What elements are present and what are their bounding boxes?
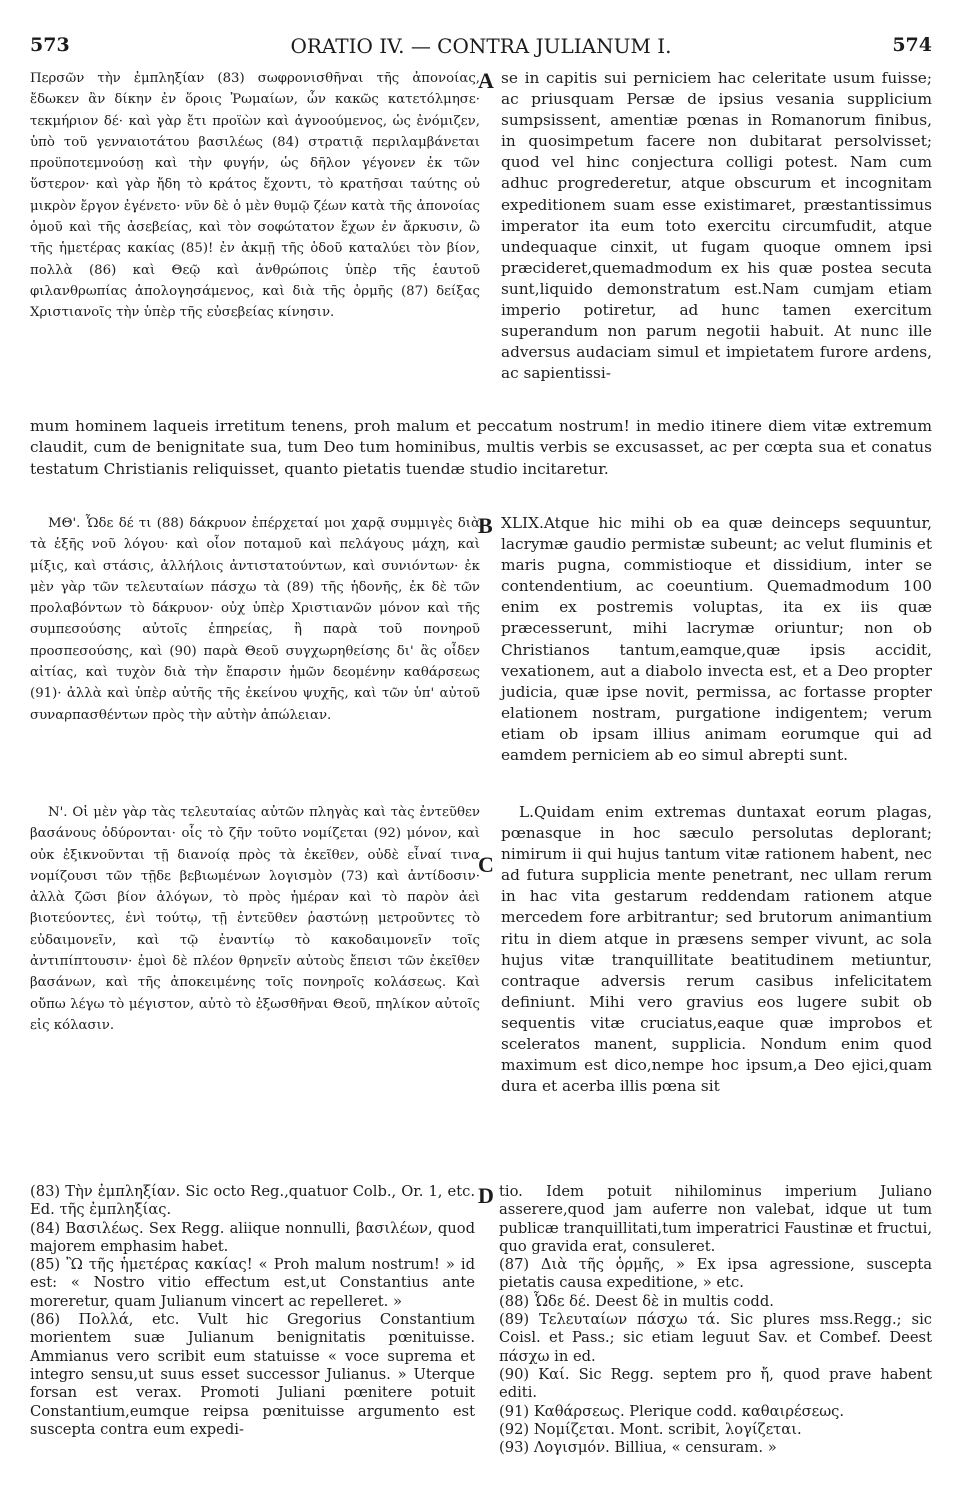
- margin-marker-d: D: [478, 1183, 494, 1208]
- footnote: (88) Ὧδε δέ. Deest δὲ in multis codd.: [499, 1292, 774, 1310]
- greek-column-section-50: [30, 802, 480, 1036]
- footnotes-left: [30, 1183, 475, 1439]
- greek-paragraph-49: ΜΘ'. Ὧδε δέ τι (88) δάκρυον ἐπέρχεταί μοι χαρᾷ συμμιγὲς διὰ τὰ ἑξῆς νοῦ λόγου· καὶ οἷον ποταμοῦ καὶ πελάγους μάχη, καὶ μίξις, καὶ στάσις, ἀλλήλοις ἀντιστατούντων, καὶ συνιόντων· ἐκ μὲν γὰρ τῶν τελευταίων πάσχω τὰ (89) τῆς ἡδονῆς, ἐκ δὲ τῶν προλαβόντων τὸ δάκρυον· οὐχ ὑπὲρ Χριστιανῶν μόνον καὶ τῆς συμπεσούσης αὐτοῖς ἐπηρείας, ἢ παρὰ τοῦ πονηροῦ προσπεσούσης, καὶ (90) παρὰ Θεοῦ συγχωρηθείσης δι' ἃς οἶδεν αἰτίας, καὶ τυχὸν διὰ τὴν ἔπαρσιν ἡμῶν δεομένην καθάρσεως (91)· ἀλλὰ καὶ ὑπὲρ αὐτῆς τῆς ἐκείνου ψυχῆς, καὶ τῶν ὑπ' αὐτοῦ συναρπασθέντων πρὸς τὴν αὐτὴν ἀπώλειαν.: [30, 516, 480, 723]
- footnote: (83) Τὴν ἐμπληξίαν. Sic octo Reg.,quatuor Colb., Or. 1, etc. Ed. τῆς ἐμπληξίας.: [30, 1183, 475, 1219]
- footnote: (93) Λογισμόν. Billiua, « censuram. »: [499, 1439, 777, 1457]
- greek-column-section-1: [30, 68, 480, 418]
- document-page: [30, 0, 932, 1501]
- greek-column-section-49: [30, 513, 480, 726]
- latin-full-width-paragraph: mum hominem laqueis irretitum tenens, proh malum et peccatum nostrum! in medio itinere diem vitæ extremum claudit, cum de benignitate sua, tum Deo tum hominibus, multis verbis se excusasset, ac per cœpta sua et conatus testatum Christianis reliquisset, quanto pietatis tuendæ studio incitaretur.: [30, 417, 932, 478]
- greek-paragraph: Περσῶν τὴν ἐμπληξίαν (83) σωφρονισθῆναι τῆς ἀπονοίας, ἔδωκεν ἂν δίκην ἐν ὅροις Ῥωμαίων, ὧν κακῶς κατετόλμησε· τεκμήριον δέ· καὶ γὰρ ἔτι προϊὼν καὶ ἀγνοούμενος, ὡς ἐνόμιζεν, ὑπὸ τοῦ γενναιοτάτου βασιλέως (84) στρατιᾷ περιλαμβάνεται προϋποτεμνούσῃ καὶ τὴν φυγήν, ὡς δῆλον γέγονεν ἐκ τῶν ὕστερον· καὶ γὰρ ἤδη τὸ κράτος ἔχοντι, τὸ κρατῆσαι ταύτης οὐ μικρὸν ἔργον ἐγένετο· νῦν δὲ ὁ μὲν θυμῷ ζέων κατὰ τῆς ἀπονοίας ὁμοῦ καὶ τῆς ἀσεβείας, καὶ τὸν σοφώτατον ἔχων ἐν ἄρκυσιν, ὢ τῆς ἡμετέρας κακίας (85)! ἐν ἀκμῇ τῆς ὁδοῦ καταλύει τὸν βίον, πολλὰ (86) καὶ Θεῷ καὶ ἀνθρώποις ὑπὲρ τῆς ἑαυτοῦ φιλανθρωπίας ἀπολογησάμενος, καὶ διὰ τῆς ὁρμῆς (87) δείξας Χριστιανοῖς τὴν ὑπὲρ τῆς εὐσεβείας κίνησιν.: [30, 71, 480, 321]
- page-number-right: 574: [892, 34, 932, 56]
- footnote: tio. Idem potuit nihilominus imperium Juliano asserere,quod jam auferre non valebat, idque ut tum publicæ tranquillitati,tum imperatrici Faustinæ et fructui, quo gravida erat, consuleret.: [499, 1183, 932, 1255]
- margin-marker-c: C: [478, 852, 494, 877]
- latin-paragraph: se in capitis sui perniciem hac celeritate usum fuisse; ac priusquam Persæ de ipsius vesania supplicium sumpsissent, amentiæ pœnas in Romanorum finibus, in quosimpetum facere non dubitarat persolvisset; quod vel hinc conjectura colligi potest. Nam cum adhuc progrederetur, atque obscurum et incognitam expeditionem suam esse existimaret, præstantissimus imperator ita eum toto exercitu circumfudit, atque undequaque cinxit, ut fugam quoque omnem ipsi præcideret,quemadmodum ex his quæ postea secuta sunt,liquido demonstratum est.Nam cumjam etiam imperio potiretur, ad hunc tamen exercitum superandum non parum negotii habuit. At nunc ille adversus audaciam simul et impietatem furore ardens, ac sapientissi-: [501, 69, 932, 383]
- footnote: (85) Ὢ τῆς ἡμετέρας κακίας! « Proh malum nostrum! » id est: « Nostro vitio effectum est,ut Constantius ante moreretur, quam Julianum vincert ac repelleret. »: [30, 1256, 475, 1310]
- footnote: (87) Διὰ τῆς ὁρμῆς, » Ex ipsa agressione, suscepta pietatis causa expeditione, » etc.: [499, 1256, 932, 1292]
- footnote: (91) Καθάρσεως. Plerique codd. καθαιρέσεως.: [499, 1402, 845, 1420]
- latin-column-section-50: [501, 802, 932, 1097]
- running-title: ORATIO IV. — CONTRA JULIANUM I.: [290, 34, 672, 58]
- page-number-left: 573: [30, 34, 70, 56]
- latin-column-section-49: [501, 513, 932, 766]
- footnote: (86) Πολλά, etc. Vult hic Gregorius Constantium morientem suæ Julianum benignitatis pœnituisse. Ammianus vero scribit eum statuisse « voce suprema et integro sensu,ut suus esset successor Julianus. » Uterque forsan est verax. Promoti Juliani pœnitere potuit Constantium,eumque reipsa pœnituisse argumento est suscepta contra eum expedi-: [30, 1311, 475, 1438]
- page-header: [30, 34, 932, 62]
- latin-paragraph-50: L.Quidam enim extremas duntaxat eorum plagas, pœnasque in hoc sæculo persolutas deplorant; nimirum ii qui hujus tantum vitæ rationem habent, nec ad futura supplicia mente penetrant, nec ullam rerum in hac vita gestarum reddendam rationem atque mercedem fore arbitrantur; sed brutorum animantium ritu in diem atque in præsens semper vivunt, ac sola hujus vitæ tranquillitate beatitudinem metiuntur, contraque adversis rerum casibus infelicitatem definiunt. Mihi vero gravius eos lugere subit ob sequentis vitæ cruciatus,eaque quæ improbos et sceleratos manent, supplicia. Nondum enim quod maximum est dico,nempe hoc ipsum,a Deo ejici,quam dura et acerba illis pœna sit: [501, 803, 932, 1096]
- margin-marker-b: B: [478, 513, 493, 538]
- footnote: (89) Τελευταίων πάσχω τά. Sic plures mss.Regg.; sic Coisl. et Pass.; sic etiam leguut Sav. et Combef. Deest πάσχω in ed.: [499, 1311, 932, 1365]
- latin-column-section-1: [501, 68, 932, 418]
- margin-marker-a: A: [478, 68, 494, 93]
- footnote: (84) Βασιλέως. Sex Regg. aliique nonnulli, βασιλέων, quod majorem emphasim habet.: [30, 1219, 475, 1255]
- footnotes-right: [499, 1183, 932, 1457]
- footnote: (92) Νομίζεται. Mont. scribit, λογίζεται.: [499, 1420, 802, 1438]
- latin-paragraph-49: XLIX.Atque hic mihi ob ea quæ deinceps sequuntur, lacrymæ gaudio permistæ subeunt; ac velut fluminis et maris pugna, commistioque et dissidium, inter se contendentium, ac coeuntium. Quemadmodum 100 enim ex postremis voluptas, ita ex iis quæ præcesserunt, mihi lacrymæ oriuntur; non ob Christianos tantum,eamque,quæ ipsis accidit, vexationem, aut a diabolo invecta est, et a Deo propter judicia, quæ ipse novit, permissa, ac fortasse propter elationem nostram, purgatione indigentem; verum etiam ob ipsam illius animam eorumque qui ad eamdem perniciem ab eo simul abrepti sunt.: [501, 514, 932, 765]
- greek-paragraph-50: Ν'. Οἱ μὲν γὰρ τὰς τελευταίας αὐτῶν πληγὰς καὶ τὰς ἐντεῦθεν βασάνους ὀδύρονται· οἷς τὸ ζῆν τοῦτο νομίζεται (92) μόνον, καὶ οὐκ ἐξικνοῦνται τῇ διανοίᾳ πρὸς τὰ ἐκεῖθεν, οὐδὲ εἶναί τινα νομίζουσι τῶν τῇδε βεβιωμένων λογισμὸν (73) καὶ ἀντίδοσιν· ἀλλὰ ζῶσι βίον ἀλόγων, τὸ πρὸς ἡμέραν καὶ τὸ παρὸν ἀεὶ βιοτεύοντες, ἑνὶ τούτῳ, τῇ ἐντεῦθεν ῥαστώνῃ μετροῦντες τὸ εὐδαιμονεῖν, καὶ τῷ ἐναντίῳ τὸ κακοδαιμονεῖν τοῖς ἀντιπίπτουσιν· ἐμοὶ δὲ πλέον θρηνεῖν αὐτοὺς ἔπεισι τῶν ἐκεῖθεν βασάνων, καὶ τῆς ἀποκειμένης τοῖς πονηροῖς κολάσεως. Καὶ οὔπω λέγω τὸ μέγιστον, αὐτὸ τὸ ἐξωσθῆναι Θεοῦ, πηλίκον αὐτοῖς εἰς κόλασιν.: [30, 805, 480, 1033]
- footnote: (90) Καί. Sic Regg. septem pro ἤ, quod prave habent editi.: [499, 1365, 932, 1402]
